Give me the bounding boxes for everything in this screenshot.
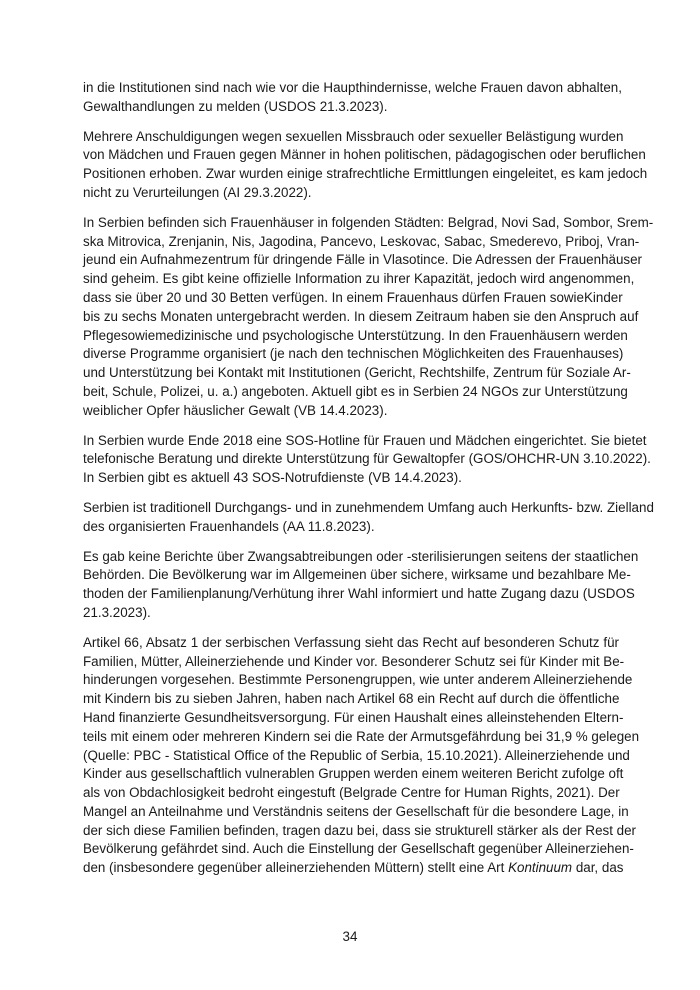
text-line: Positionen erhoben. Zwar wurden einige strafrechtliche Ermittlungen eingeleitet, es kam jedoch xyxy=(83,166,648,182)
text-line: Es gab keine Berichte über Zwangsabtreibungen oder -sterilisierungen seitens der staatlichen xyxy=(83,548,639,564)
paragraph xyxy=(83,634,640,878)
text-run: den (insbesondere gegenüber alleinerziehenden Müttern) stellt eine Art xyxy=(83,860,509,876)
text-line: weiblicher Opfer häuslicher Gewalt (VB 14.4.2023). xyxy=(83,402,388,418)
text-line: (Quelle: PBC - Statistical Office of the Republic of Serbia, 15.10.2021). Alleinerziehende und xyxy=(83,747,630,763)
text-line: Familien, Mütter, Alleinerziehende und Kinder vor. Besonderer Schutz sei für Kinder mit Be- xyxy=(83,653,625,669)
paragraph xyxy=(83,432,651,488)
text-line: telefonische Beratung und direkte Unterstützung für Gewaltopfer (GOS/OHCHR-UN 3.10.2022). xyxy=(83,451,651,467)
text-line: Serbien ist traditionell Durchgangs- und in zunehmendem Umfang auch Herkunfts- bzw. Zielland xyxy=(83,499,654,515)
paragraph xyxy=(83,214,654,421)
paragraph xyxy=(83,499,654,537)
text-line xyxy=(83,859,624,878)
text-line: nicht zu Verurteilungen (AI 29.3.2022). xyxy=(83,184,312,200)
text-line: Mehrere Anschuldigungen wegen sexuellen Missbrauch oder sexueller Belästigung wurden xyxy=(83,128,624,144)
text-line: mit Kindern bis zu sieben Jahren, haben nach Artikel 68 ein Recht auf durch die öffentliche xyxy=(83,691,620,707)
text-line: dass sie über 20 und 30 Betten verfügen. In einem Frauenhaus dürfen Frauen sowieKinder xyxy=(83,289,623,305)
text-run: dar, das xyxy=(572,860,624,876)
document-body xyxy=(83,79,654,889)
text-line: In Serbien befinden sich Frauenhäuser in folgenden Städten: Belgrad, Novi Sad, Sombor, Srem- xyxy=(83,214,654,230)
text-line: Hand finanzierte Gesundheitsversorgung. Für einen Haushalt eines alleinstehenden Eltern- xyxy=(83,709,624,725)
page-number: 34 xyxy=(342,929,358,944)
text-line: teils mit einem oder mehreren Kindern sei die Rate der Armutsgefährdung bei 31,9 % gelegen xyxy=(83,728,640,744)
paragraph xyxy=(83,79,622,117)
text-line: und Unterstützung bei Kontakt mit Institutionen (Gericht, Rechtshilfe, Zentrum für Soziale Ar- xyxy=(83,365,631,381)
text-line: diverse Programme organisiert (je nach den technischen Möglichkeiten des Frauenhauses) xyxy=(83,346,624,362)
paragraph xyxy=(83,548,639,623)
text-line: In Serbien gibt es aktuell 43 SOS-Notrufdienste (VB 14.4.2023). xyxy=(83,470,462,486)
text-line: In Serbien wurde Ende 2018 eine SOS-Hotline für Frauen und Mädchen eingerichtet. Sie bietet xyxy=(83,432,647,448)
text-line: von Mädchen und Frauen gegen Männer in hohen politischen, pädagogischen oder beruflichen xyxy=(83,147,646,163)
text-line: Kinder aus gesellschaftlich vulnerablen Gruppen werden einem weiteren Bericht zufolge oft xyxy=(83,766,624,782)
text-line: Pflegesowiemedizinische und psychologische Unterstützung. In den Frauenhäusern werden xyxy=(83,327,628,343)
text-line: Artikel 66, Absatz 1 der serbischen Verfassung sieht das Recht auf besonderen Schutz für xyxy=(83,634,619,650)
text-line: in die Institutionen sind nach wie vor die Haupthindernisse, welche Frauen davon abhalten, xyxy=(83,80,622,95)
text-line: Bevölkerung gefährdet sind. Auch die Einstellung der Gesellschaft gegenüber Alleinerziehen- xyxy=(83,841,634,857)
text-line: Behörden. Die Bevölkerung war im Allgemeinen über sichere, wirksame und bezahlbare Me- xyxy=(83,567,631,583)
text-line: des organisierten Frauenhandels (AA 11.8.2023). xyxy=(83,518,375,534)
text-line: der sich diese Familien befinden, tragen dazu bei, dass sie strukturell stärker als der Rest der xyxy=(83,822,637,838)
text-line: jeund ein Aufnahmezentrum für dringende Fälle in Vlasotince. Die Adressen der Frauenhäuser xyxy=(83,252,643,268)
text-line: bis zu sechs Monaten untergebracht werden. In diesem Zeitraum haben sie den Anspruch auf xyxy=(83,308,639,324)
text-line: hinderungen vorgesehen. Bestimmte Personengruppen, wie unter anderem Alleinerziehende xyxy=(83,672,633,688)
emphasis-term: Kontinuum xyxy=(508,860,573,876)
text-line: thoden der Familienplanung/Verhütung ihrer Wahl informiert und hatte Zugang dazu (USDOS xyxy=(83,586,635,602)
text-line: Mangel an Anteilnahme und Verständnis seitens der Gesellschaft für die besondere Lage, in xyxy=(83,803,629,819)
text-line: beit, Schule, Polizei, u. a.) angeboten. Aktuell gibt es in Serbien 24 NGOs zur Unterstützung xyxy=(83,383,628,399)
text-line: sind geheim. Es gibt keine offizielle Information zu ihrer Kapazität, jedoch wird angenommen, xyxy=(83,271,635,287)
text-line: 21.3.2023). xyxy=(83,604,151,620)
text-line: ska Mitrovica, Zrenjanin, Nis, Jagodina, Pancevo, Leskovac, Sabac, Smederevo, Priboj, Vran- xyxy=(83,233,640,249)
text-line: Gewalthandlungen zu melden (USDOS 21.3.2023). xyxy=(83,98,388,114)
text-line: als von Obdachlosigkeit bedroht eingestuft (Belgrade Centre for Human Rights, 2021). Der xyxy=(83,785,620,801)
paragraph xyxy=(83,128,648,203)
